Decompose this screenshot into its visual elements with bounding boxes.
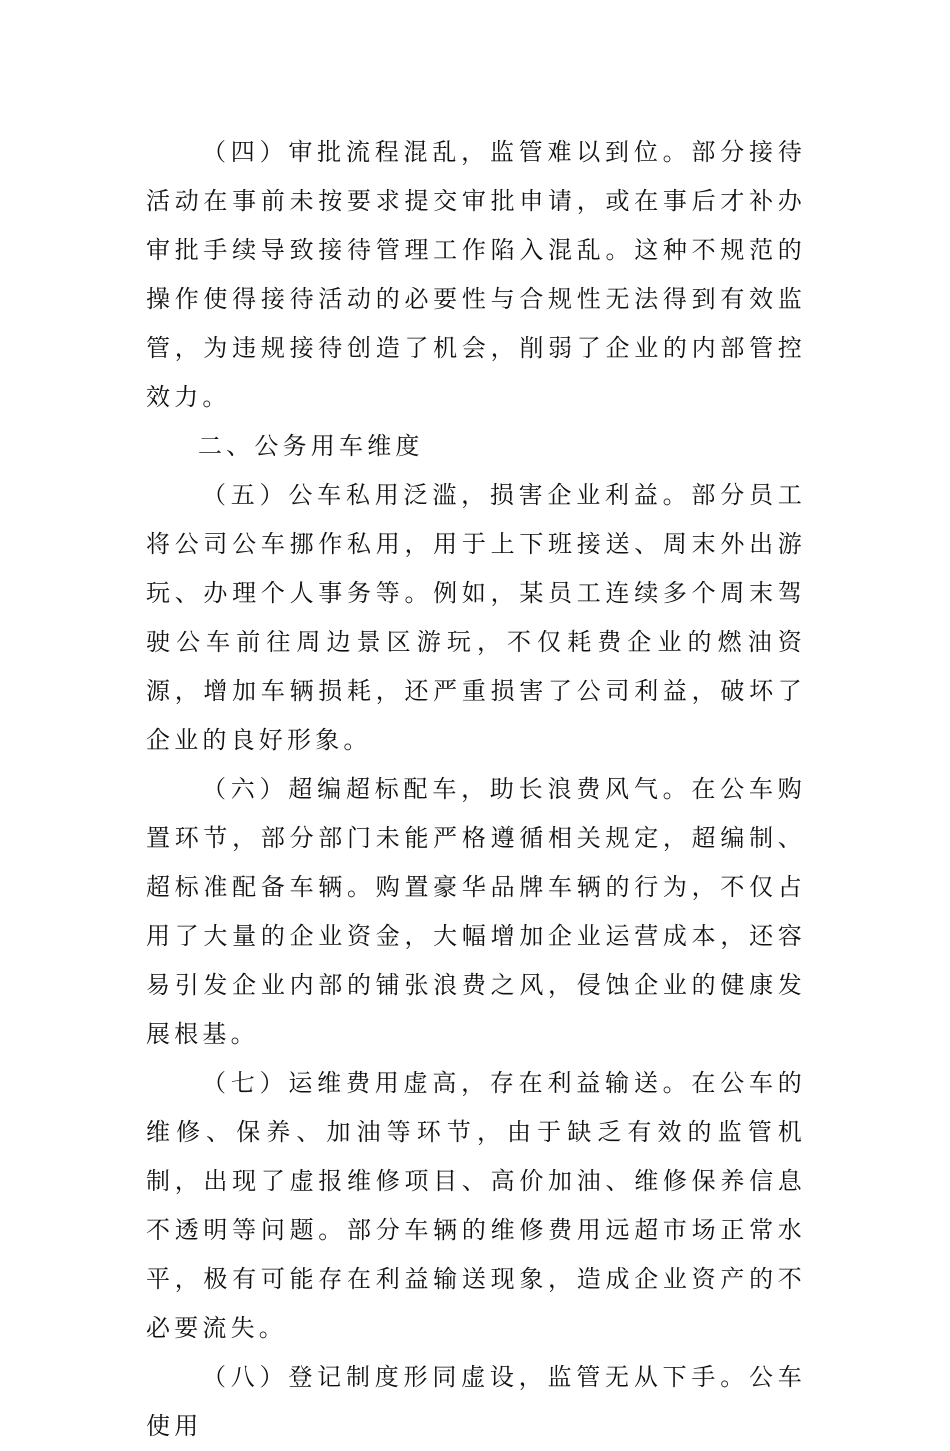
paragraph-approval-process: （四）审批流程混乱，监管难以到位。部分接待活动在事前未按要求提交审批申请，或在事后才补办审批手续导致接待管理工作陷入混乱。这种不规范的操作使得接待活动的必要性与合规性无法得到有效监管，为违规接待创造了机会，削弱了企业的内部管控效力。 <box>146 138 806 411</box>
paragraph-maintenance-costs: （七）运维费用虚高，存在利益输送。在公车的维修、保养、加油等环节，由于缺乏有效的监管机制，出现了虚报维修项目、高价加油、维修保养信息不透明等问题。部分车辆的维修费用远超市场正常水平，极有可能存在利益输送现象，造成企业资产的不必要流失。 <box>146 1069 806 1342</box>
section-heading-official-vehicles: 二、公务用车维度 <box>198 432 424 460</box>
paragraph-private-use-of-vehicles: （五）公车私用泛滥，损害企业利益。部分员工将公司公车挪作私用，用于上下班接送、周末外出游玩、办理个人事务等。例如，某员工连续多个周末驾驶公车前往周边景区游玩，不仅耗费企业的燃油资源，增加车辆损耗，还严重损害了公司利益，破坏了企业的良好形象。 <box>146 481 806 754</box>
paragraph-excess-vehicle-allocation: （六）超编超标配车，助长浪费风气。在公车购置环节，部分部门未能严格遵循相关规定，超编制、超标准配备车辆。购置豪华品牌车辆的行为，不仅占用了大量的企业资金，大幅增加企业运营成本，还容易引发企业内部的铺张浪费之风，侵蚀企业的健康发展根基。 <box>146 775 806 1048</box>
document-body <box>146 128 806 1451</box>
paragraph-registration-system: （八）登记制度形同虚设，监管无从下手。公车使用 <box>146 1363 806 1440</box>
